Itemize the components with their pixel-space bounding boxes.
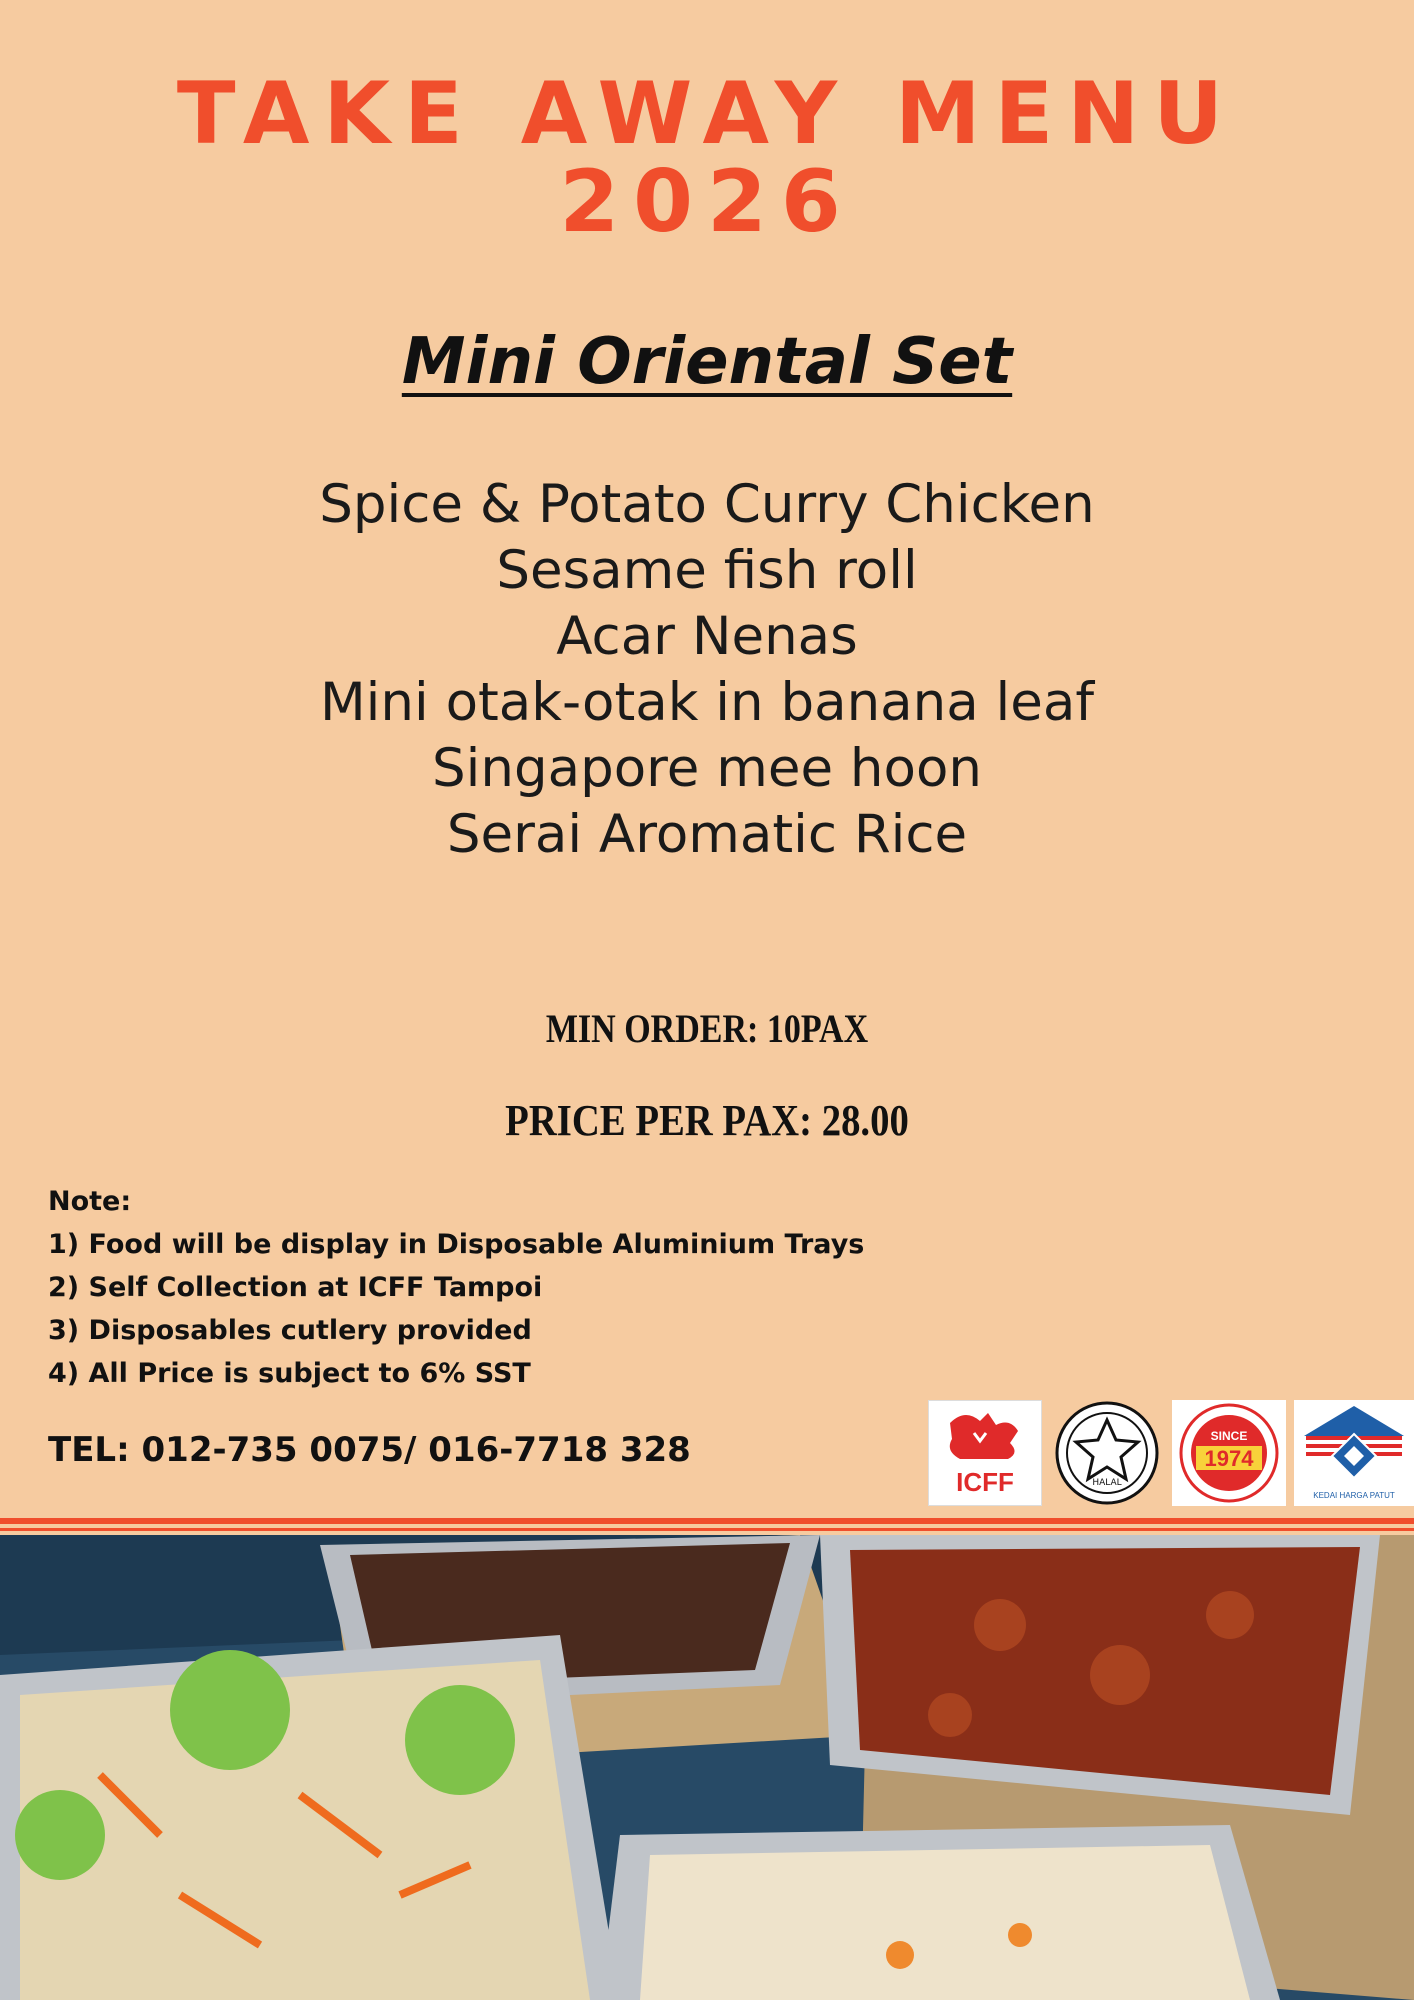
since-year: 1974 bbox=[1204, 1446, 1254, 1471]
halal-logo bbox=[1050, 1400, 1164, 1506]
note-line: 1) Food will be display in Disposable Aluminium Trays bbox=[48, 1229, 865, 1260]
menu-title bbox=[0, 64, 1414, 252]
notes-heading: Note: bbox=[48, 1186, 132, 1217]
set-items-list bbox=[0, 472, 1414, 868]
icff-logo-text: ICFF bbox=[956, 1467, 1014, 1497]
price-per-pax: PRICE PER PAX: 28.00 bbox=[505, 1096, 909, 1145]
note-line: 4) All Price is subject to 6% SST bbox=[48, 1358, 531, 1389]
note-line: 2) Self Collection at ICFF Tampoi bbox=[48, 1272, 543, 1303]
set-item: Mini otak-otak in banana leaf bbox=[319, 672, 1095, 733]
telephone: TEL: 012-735 0075/ 016-7718 328 bbox=[48, 1430, 691, 1470]
min-order: MIN ORDER: 10PAX bbox=[545, 1006, 869, 1051]
icff-logo bbox=[928, 1400, 1042, 1506]
menu-title-line1: TAKE AWAY MENU bbox=[176, 64, 1238, 164]
set-item: Serai Aromatic Rice bbox=[446, 804, 968, 865]
halal-logo-text: HALAL bbox=[1092, 1478, 1122, 1488]
divider-line bbox=[0, 1518, 1414, 1524]
since-1974-logo bbox=[1172, 1400, 1286, 1506]
menu-title-line2: 2026 bbox=[559, 152, 855, 252]
food-trays-photo bbox=[0, 1535, 1414, 2000]
khp-logo-text: KEDAI HARGA PATUT bbox=[1313, 1491, 1395, 1500]
set-item: Sesame fish roll bbox=[496, 540, 918, 601]
since-label: SINCE bbox=[1210, 1429, 1248, 1443]
kedai-harga-patut-logo bbox=[1294, 1400, 1414, 1506]
logo-strip bbox=[928, 1400, 1414, 1506]
set-item: Spice & Potato Curry Chicken bbox=[319, 474, 1095, 535]
note-line: 3) Disposables cutlery provided bbox=[48, 1315, 532, 1346]
divider-line bbox=[0, 1528, 1414, 1531]
set-name: Mini Oriental Set bbox=[401, 325, 1013, 399]
set-item: Singapore mee hoon bbox=[432, 738, 982, 799]
notes-section bbox=[48, 1180, 948, 1395]
set-item: Acar Nenas bbox=[556, 606, 858, 667]
